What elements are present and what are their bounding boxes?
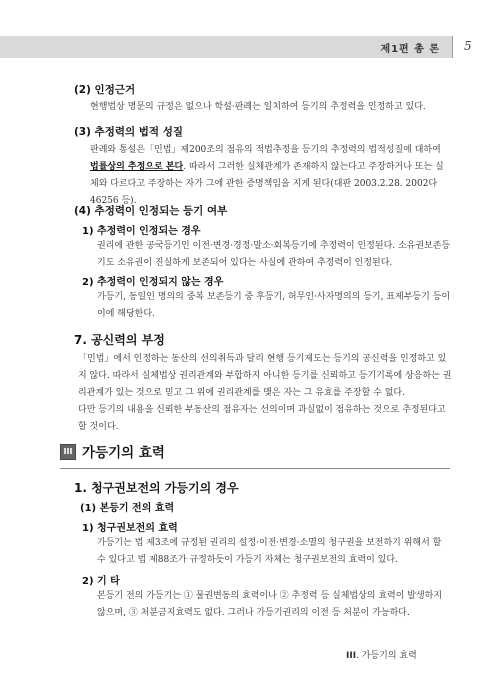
section-heading-7: 7. 공신력의 부정	[74, 333, 165, 347]
subsection-heading-c1-1: (1) 본등기 전의 효력	[80, 503, 175, 514]
subsection-body-4-1: 권리에 관한 공국등기인 이전·변경·경정·말소·회복등기에 추정력이 인정된다. 소유권보존등기도 소유권이 진실하게 보존되어 있다는 사실에 관하여 추정력이 인정된다.	[97, 241, 451, 268]
subsection-body-4-2: 가등기, 동일인 명의의 중복 보존등기 중 후등기, 허무인·사자명의의 등기, 표제부등기 등이 이에 해당한다.	[97, 292, 451, 319]
subsection-body-c1-2: 본등기 전의 가등기는 ① 물권변동의 효력이나 ② 추정력 등 실체법상의 효력이 발생하지 않으며, ③ 처분금지효력도 없다. 그러나 가등기권리의 이전 등 처분이 가능하다.	[97, 591, 443, 618]
page-header	[0, 36, 500, 58]
section-heading-c1: 1. 청구권보전의 가등기의 경우	[74, 481, 239, 495]
subsection-heading-c1-2: 2) 기 타	[82, 576, 120, 587]
section-heading-2: (2) 인정근거	[74, 84, 136, 96]
header-section: 제1편 총 론	[380, 44, 440, 55]
section-body-7b: 다만 등기의 내용을 신뢰한 부동산의 점유자는 선의이며 과실없이 점유하는 것으로 추정된다고 할 것이다.	[78, 405, 446, 432]
section-heading-4: (4) 추정력이 인정되는 등기 여부	[74, 205, 228, 217]
subsection-body-c1-1a: 가등기는 법 제3조에 규정된 권리의 설정·이전·변경·소멸의 청구권을 보전하기 위해서 할 수 있다고 법 제88조가 규정하듯이 가등기 자체는 청구권보전의 효력이 있다.	[97, 538, 442, 565]
chapter-number: III	[63, 447, 73, 456]
subsection-heading-4-2: 2) 추정력이 인정되지 않는 경우	[82, 277, 224, 288]
underlined-phrase: 법률상의 추정으로 본다	[90, 162, 184, 172]
section-body-3: 판례와 통설은「민법」제200조의 점유의 적법추정을 등기의 추정력의 법적성질에 대하여 법률상의 추정으로 본다. 따라서 그러한 실체관계가 존재하지 않는다고 주장하거나 또는 실체와 다르다고 주장하는 자가 그에 관한 증명책임을 지게 된다(대판 2003.2.28. 2002다46256 등).	[90, 145, 444, 206]
page-number: 5	[464, 39, 472, 53]
subsection-heading-c1-1a: 1) 청구권보전의 효력	[82, 523, 178, 534]
chapter-rule	[60, 468, 450, 469]
section-body-2: 현행법상 명문의 규정은 없으나 학설·판례는 일치하여 등기의 추정력을 인정하고 있다.	[90, 102, 426, 112]
header-separator	[452, 36, 453, 58]
subsection-heading-4-1: 1) 추정력이 인정되는 경우	[82, 226, 201, 237]
section-heading-3: (3) 추정력의 법적 성질	[74, 126, 184, 138]
chapter-number-box	[60, 444, 76, 460]
page-footer: III. 가등기의 효력	[346, 651, 417, 661]
chapter-title-text: 가등기의 효력	[82, 445, 165, 461]
section-body-7a: 「민법」에서 인정하는 동산의 선의취득과 달리 현행 등기제도는 등기의 공신력을 인정하고 있지 않다. 따라서 실체법상 권리관계와 부합하지 아니한 등기를 신뢰하고 등기기록에 상응하는 권리관계가 있는 것으로 믿고 그 위에 권리관계를 맺은 자는 그 유효를 주장할 수 없다.	[78, 354, 452, 398]
